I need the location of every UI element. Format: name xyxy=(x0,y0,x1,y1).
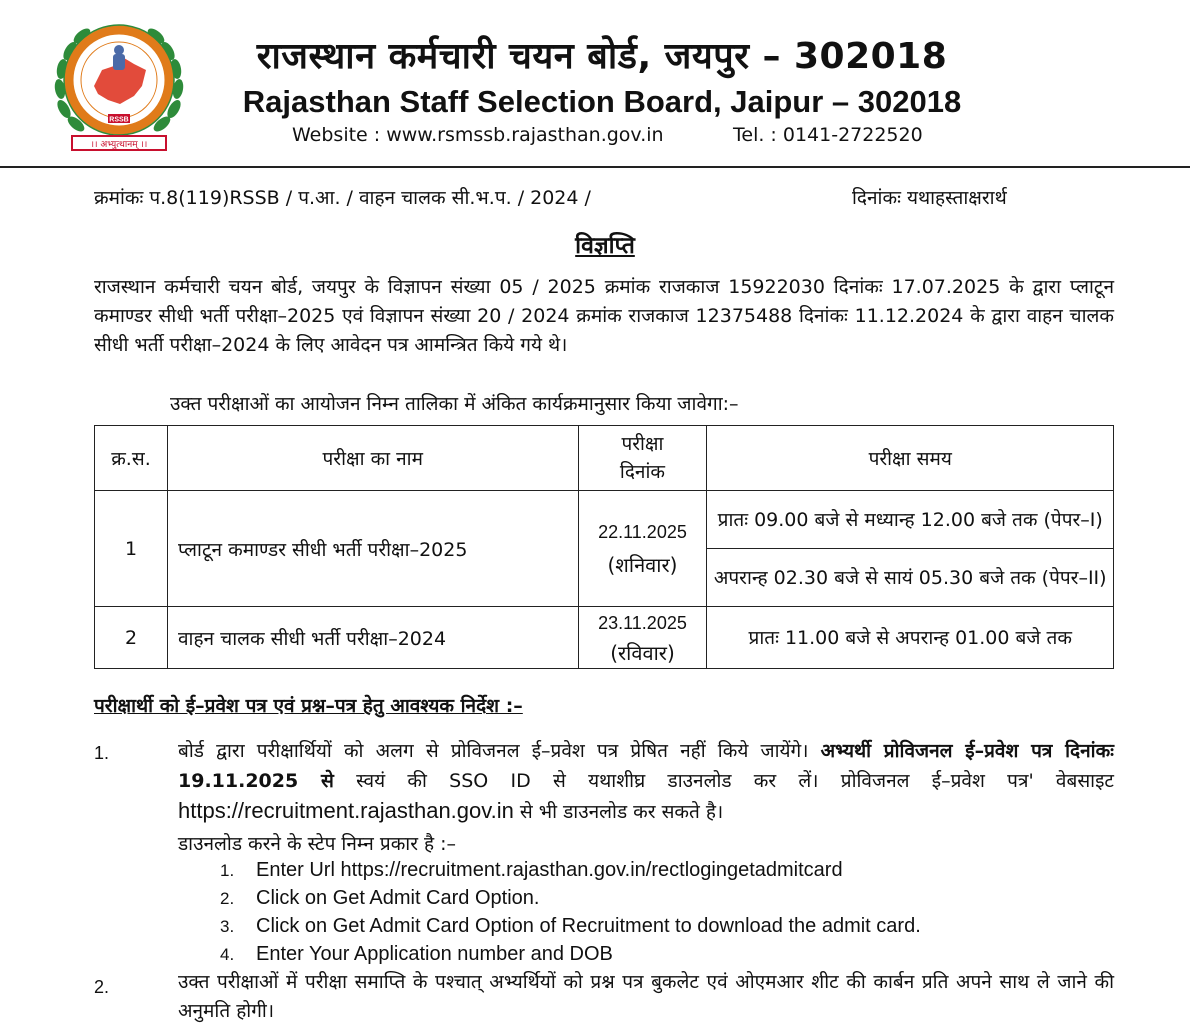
logo-badge-text: RSSB xyxy=(109,116,129,124)
row1-time-paper2: अपरान्ह 02.30 बजे से सायं 05.30 बजे तक (पेपर–II) xyxy=(707,549,1114,607)
instruction-2-text: उक्त परीक्षाओं में परीक्षा समाप्ति के पश्चात् अभ्यर्थियों को प्रश्न पत्र बुकलेट एवं ओएमआर शीट की कार्बन प्रति अपने साथ ले जाने की अनुमति होगी। xyxy=(178,971,1114,1022)
website-text[interactable]: Website : www.rsmssb.rajasthan.gov.in xyxy=(292,124,664,146)
board-title-english: Rajasthan Staff Selection Board, Jaipur – 302018 xyxy=(242,84,962,119)
list-item xyxy=(220,887,921,915)
exam-schedule-table xyxy=(94,425,1114,669)
list-item xyxy=(220,943,921,971)
header-exam-name: परीक्षा का नाम xyxy=(167,426,578,491)
step-number: 2. xyxy=(220,889,235,908)
notice-date: दिनांकः यथाहस्ताक्षरार्थ xyxy=(852,187,1007,209)
header-exam-date: परीक्षा दिनांक xyxy=(578,426,707,491)
row2-exam-date xyxy=(578,607,707,669)
list-item xyxy=(220,859,921,887)
step-text: Click on Get Admit Card Option of Recruitment to download the admit card. xyxy=(256,915,921,937)
step-number: 3. xyxy=(220,917,235,936)
header-sno: क्र.स. xyxy=(95,426,168,491)
list-item xyxy=(220,915,921,943)
step-text: Click on Get Admit Card Option. xyxy=(256,887,540,909)
steps-intro: डाउनलोड करने के स्टेप निम्न प्रकार है :– xyxy=(178,833,457,855)
header-divider xyxy=(0,166,1190,168)
step-number: 4. xyxy=(220,945,235,964)
row1-date: 22.11.2025 xyxy=(598,521,687,542)
instructions-title: परीक्षार्थी को ई–प्रवेश पत्र एवं प्रश्न–पत्र हेतु आवश्यक निर्देश :– xyxy=(94,695,523,717)
instruction-1-part-a: बोर्ड द्वारा परीक्षार्थियों को अलग से प्रोविजनल ई–प्रवेश पत्र प्रेषित नहीं किये जायेंगे। xyxy=(178,740,821,762)
row1-day: (शनिवार) xyxy=(607,552,678,577)
instruction-2-number: 2. xyxy=(94,977,110,997)
instruction-1-text xyxy=(178,736,1114,827)
row2-sno: 2 xyxy=(95,607,168,669)
table-row xyxy=(95,607,1114,669)
row1-time-paper1: प्रातः 09.00 बजे से मध्यान्ह 12.00 बजे तक (पेपर–I) xyxy=(707,491,1114,549)
schedule-intro: उक्त परीक्षाओं का आयोजन निम्न तालिका में अंकित कार्यक्रमानुसार किया जावेगा:– xyxy=(170,393,739,415)
instruction-1-part-b: स्वयं की SSO ID से यथाशीघ्र डाउनलोड कर लें। प्रोविजनल ई–प्रवेश पत्र' वेबसाइट xyxy=(333,770,1115,792)
row1-sno: 1 xyxy=(95,491,168,607)
reference-number: क्रमांकः प.8(119)RSSB / प.आ. / वाहन चालक सी.भ.प. / 2024 / xyxy=(94,187,591,209)
row2-exam-name: वाहन चालक सीधी भर्ती परीक्षा–2024 xyxy=(167,607,578,669)
instruction-1-part-c: से भी डाउनलोड कर सकते है। xyxy=(513,801,724,823)
instruction-1-bold: अभ्यर्थी प्रोविजनल ई–प्रवेश पत्र दिनांकः 19.11.2025 से xyxy=(178,740,1114,792)
instruction-1-number: 1. xyxy=(94,743,110,763)
notice-title: विज्ञप्ति xyxy=(575,233,635,259)
header-exam-time: परीक्षा समय xyxy=(707,426,1114,491)
recruitment-link[interactable]: https://recruitment.rajasthan.gov.in xyxy=(178,798,514,823)
row2-time: प्रातः 11.00 बजे से अपरान्ह 01.00 बजे तक xyxy=(707,607,1114,669)
table-row xyxy=(95,491,1114,549)
row1-exam-date xyxy=(578,491,707,607)
step-number: 1. xyxy=(220,861,235,880)
row1-exam-name: प्लाटून कमाण्डर सीधी भर्ती परीक्षा–2025 xyxy=(167,491,578,607)
step-text: Enter Your Application number and DOB xyxy=(256,943,613,965)
notice-paragraph: राजस्थान कर्मचारी चयन बोर्ड, जयपुर के विज्ञापन संख्या 05 / 2025 क्रमांक राजकाज 15922030 दिनांकः 17.07.2025 के द्वारा प्लाटून कमाण्डर सीधी भर्ती परीक्षा–2025 एवं विज्ञापन संख्या 20 / 2024 क्रमांक राजकाज 12375488 दिनांकः 11.12.2024 के द्वारा वाहन चालक सीधी भर्ती परीक्षा–2024 के लिए आवेदन पत्र आमन्त्रित किये गये थे। xyxy=(94,276,1114,356)
steps-list xyxy=(220,859,921,971)
table-header-row xyxy=(95,426,1114,491)
row2-date: 23.11.2025 xyxy=(598,612,687,633)
telephone-text: Tel. : 0141-2722520 xyxy=(733,124,923,146)
step-text: Enter Url https://recruitment.rajasthan.gov.in/rectlogingetadmitcard xyxy=(256,859,843,881)
row2-day: (रविवार) xyxy=(610,640,675,665)
board-title-hindi: राजस्थान कर्मचारी चयन बोर्ड, जयपुर – 302018 xyxy=(256,36,948,77)
logo-motto: ।। अभ्युत्थानम् ।। xyxy=(90,140,148,150)
